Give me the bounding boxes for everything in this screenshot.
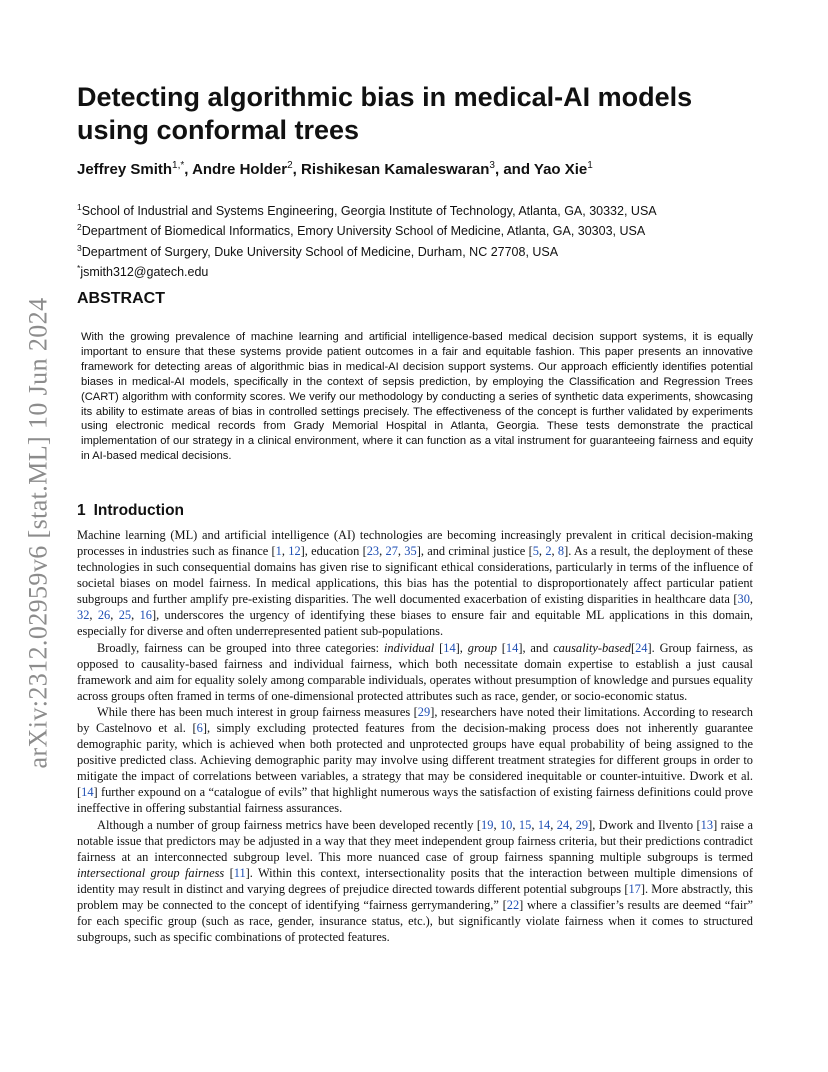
affiliation-text: Department of Biomedical Informatics, Emory University School of Medicine, Atlanta, GA, 30303, USA (81, 224, 646, 239)
paragraph-text: ], education [ (300, 543, 367, 558)
citation-link[interactable]: 26 (97, 607, 111, 622)
intro-paragraph (77, 641, 753, 705)
author-separator: , (292, 161, 301, 178)
emphasized-term: causality-based (553, 640, 631, 655)
citation-link[interactable]: 17 (628, 881, 641, 896)
citation-link[interactable]: 1 (275, 543, 282, 558)
citation-link[interactable]: 19 (481, 818, 494, 833)
citation-link[interactable]: 13 (700, 818, 714, 833)
citation-link[interactable]: 11 (233, 866, 246, 881)
author-name: Yao Xie (533, 161, 588, 178)
citation-link[interactable]: 14 (505, 640, 519, 655)
affiliation-marker: 2 (77, 222, 82, 233)
paragraph-text: , (89, 607, 98, 622)
affiliation-text: School of Industrial and Systems Engineering, Georgia Institute of Technology, Atlanta, GA, 30332, USA (81, 204, 657, 219)
abstract-heading: ABSTRACT (77, 290, 165, 307)
intro-paragraph (77, 705, 753, 817)
paragraph-text: While there has been much interest in group fairness measures [ (97, 705, 418, 720)
author-name: Rishikesan Kamaleswaran (300, 161, 490, 178)
citation-link[interactable]: 14 (537, 818, 551, 833)
section-heading-introduction (77, 502, 184, 520)
author-affiliation-marker: 3 (489, 160, 495, 171)
paragraph-text: , (538, 543, 546, 558)
citation-link[interactable]: 6 (196, 721, 203, 736)
citation-link[interactable]: 25 (118, 607, 132, 622)
section-number: 1 (77, 502, 86, 519)
citation-link[interactable]: 14 (443, 640, 456, 655)
paragraph-text: , (749, 591, 753, 606)
paragraph-text: ], underscores the urgency of identifying these biases to ensure fair and equitable ML applications in this domain, especially for diverse and often underrepresented patient sub-populations. (77, 607, 754, 638)
paragraph-text: [ (434, 640, 444, 655)
paragraph-text: ]. More abstractly, this problem may be connected to the concept of identifying “fairness gerrymandering,” [ (77, 881, 753, 912)
paragraph-text: Broadly, fairness can be grouped into three categories: (97, 640, 384, 655)
paragraph-text: ], and criminal justice [ (416, 543, 533, 558)
citation-link[interactable]: 14 (81, 785, 94, 800)
affiliation-line (77, 199, 657, 219)
citation-link[interactable]: 10 (499, 818, 513, 833)
affiliation-line (77, 240, 657, 260)
paragraph-text: , (379, 543, 386, 558)
citation-link[interactable]: 29 (575, 818, 589, 833)
citation-link[interactable]: 5 (532, 543, 539, 558)
citation-link[interactable]: 22 (506, 897, 520, 912)
paragraph-text: , (110, 607, 119, 622)
paragraph-text: , (281, 543, 289, 558)
citation-link[interactable]: 15 (518, 818, 532, 833)
paragraph-text: ]. Group fairness, as opposed to causality-based fairness and individual fairness, which both necessitate domain expertise to establish a just causal framework and aim for equality solely among comparable individuals, operates without presumption of knowledge and pursues equality across groups often framed in terms of one-dimensional protected attributes such as race, gender, or socio-economic status. (77, 640, 753, 703)
paragraph-text: ], researchers have noted their limitations. According to research by Castelnovo et al. [ (77, 705, 754, 736)
paragraph-text: Although a number of group fairness metrics have been developed recently [ (97, 818, 482, 833)
abstract-text: With the growing prevalence of machine learning and artificial intelligence-based medical decision support systems, it is equally important to ensure that these systems provide patient outcomes in a fair and equitable fashion. This paper presents an innovative framework for detecting areas of algorithmic bias in medical-AI decision support systems. Our approach efficiently identifies potential biases in medical-AI models, specifically in the context of sepsis prediction, by employing the Classification and Regression Trees (CART) algorithm with conformity scores. We verify our methodology by conducting a series of synthetic data experiments, showcasing its ability to estimate areas of bias in controlled settings precisely. The effectiveness of the concept is further validated by experiments using electronic medical records from Grady Memorial Hospital in Atlanta, Georgia. These tests demonstrate the practical implementation of our strategy in a clinical environment, where it can function as a vital instrument for guaranteeing fairness and equity in AI-based medical decisions. (81, 331, 753, 463)
paragraph-text: , (551, 543, 558, 558)
affiliation-text: jsmith312@gatech.edu (80, 265, 209, 280)
citation-link[interactable]: 32 (77, 607, 90, 622)
author-affiliation-marker: 2 (287, 160, 293, 171)
paragraph-text: [ (630, 640, 636, 655)
paragraph-text: ]. As a result, the deployment of these technologies in such consequential domains has given rise to significant ethical considerations, particularly in terms of the influence of societal biases on model fairness. In medical applications, this bias has the potential to disproportionately affect particular patient subgroups and further amplify pre-existing disparities. The well documented exacerbation of existing disparities in healthcare data [ (77, 543, 753, 606)
intro-paragraph (77, 528, 753, 640)
paragraph-text: , (569, 818, 576, 833)
emphasized-term: individual (383, 640, 435, 655)
citation-link[interactable]: 27 (385, 543, 398, 558)
paragraph-text: , (397, 543, 405, 558)
paragraph-text: ], simply excluding protected features from the decision-making process does not inherently guarantee demographic parity, which is achieved when both protected and unprotected groups have equal probability of being assigned to the positive predicted class. Achieving demographic parity may involve using different treatment strategies for different groups in order to mitigate the impact of correlations between variables, a strategy that may be considered inequitable or counter-intuitive. Dwork et al. [ (77, 721, 753, 800)
citation-link[interactable]: 16 (139, 607, 152, 622)
paragraph-text: , (531, 818, 538, 833)
paragraph-text: [ (224, 866, 234, 881)
author-name: Andre Holder (192, 161, 288, 178)
paragraph-text: , (493, 818, 500, 833)
emphasized-term: intersectional group fairness (77, 866, 225, 881)
affiliation-marker: 3 (77, 242, 82, 253)
citation-link[interactable]: 24 (556, 818, 570, 833)
citation-link[interactable]: 2 (545, 543, 552, 558)
citation-link[interactable]: 12 (288, 543, 301, 558)
affiliation-text: Department of Surgery, Duke University School of Medicine, Durham, NC 27708, USA (81, 245, 559, 260)
author-affiliation-marker: 1,* (172, 160, 185, 171)
author-list (77, 160, 593, 178)
author-separator: , and (494, 161, 534, 178)
paragraph-text: , (131, 607, 140, 622)
paragraph-text: ], Dwork and Ilvento [ (588, 818, 701, 833)
introduction-body (77, 528, 753, 947)
arxiv-identifier-text: arXiv:2312.02959v6 [stat.ML] 10 Jun 2024 (23, 297, 52, 769)
paragraph-text: Machine learning (ML) and artificial intelligence (AI) technologies are becoming increasingly prevalent in critical decision-making processes in industries such as finance [ (77, 528, 753, 558)
affiliation-line (77, 219, 657, 239)
paragraph-text: ] raise a notable issue that predictors may be adjusted in a way that they meet independent group fairness criteria, but their predictions contradict fairness at an interconnected subgroup level. This more nuanced case of group fairness spanning multiple subgroups is termed (77, 818, 753, 865)
paper-title: Detecting algorithmic bias in medical-AI models using conformal trees (77, 82, 693, 145)
citation-link[interactable]: 30 (737, 591, 750, 606)
section-title: Introduction (93, 502, 185, 519)
intro-paragraph (77, 818, 753, 946)
emphasized-term: group (467, 640, 497, 655)
affiliation-marker: 1 (77, 202, 82, 212)
citation-link[interactable]: 24 (635, 640, 648, 655)
citation-link[interactable]: 35 (404, 543, 417, 558)
citation-link[interactable]: 29 (417, 705, 431, 720)
paragraph-text: ] further expound on a “catalogue of evils” that highlight numerous ways the satisfaction of existing fairness definitions could prove ineffective in offering substantial fairness assurances. (77, 785, 753, 816)
paragraph-text: [ (496, 640, 506, 655)
author-separator: , (184, 161, 193, 178)
paragraph-text: ] where a classifier’s results are deemed “fair” for each specific group (such as race, gender, insurance status, etc.), but significantly violate fairness when it comes to structured subgroups, such as specific combinations of protected features. (77, 897, 753, 944)
paragraph-text: ], (455, 640, 468, 655)
paragraph-text: , (512, 818, 519, 833)
paragraph-text: ]. Within this context, intersectionality posits that the interaction between multiple dimensions of identity may result in distinct and varying degrees of prejudice directed towards different potential subgroups [ (77, 866, 753, 896)
citation-link[interactable]: 23 (366, 543, 380, 558)
author-affiliation-marker: 1 (587, 160, 593, 171)
paragraph-text: , (550, 818, 557, 833)
paragraph-text: ], and (518, 640, 554, 655)
author-name: Jeffrey Smith (77, 161, 173, 178)
affiliation-marker: * (77, 263, 81, 274)
affiliation-list (77, 199, 657, 281)
citation-link[interactable]: 8 (557, 543, 565, 558)
affiliation-line (77, 260, 657, 280)
arxiv-identifier-stamp (18, 288, 58, 778)
